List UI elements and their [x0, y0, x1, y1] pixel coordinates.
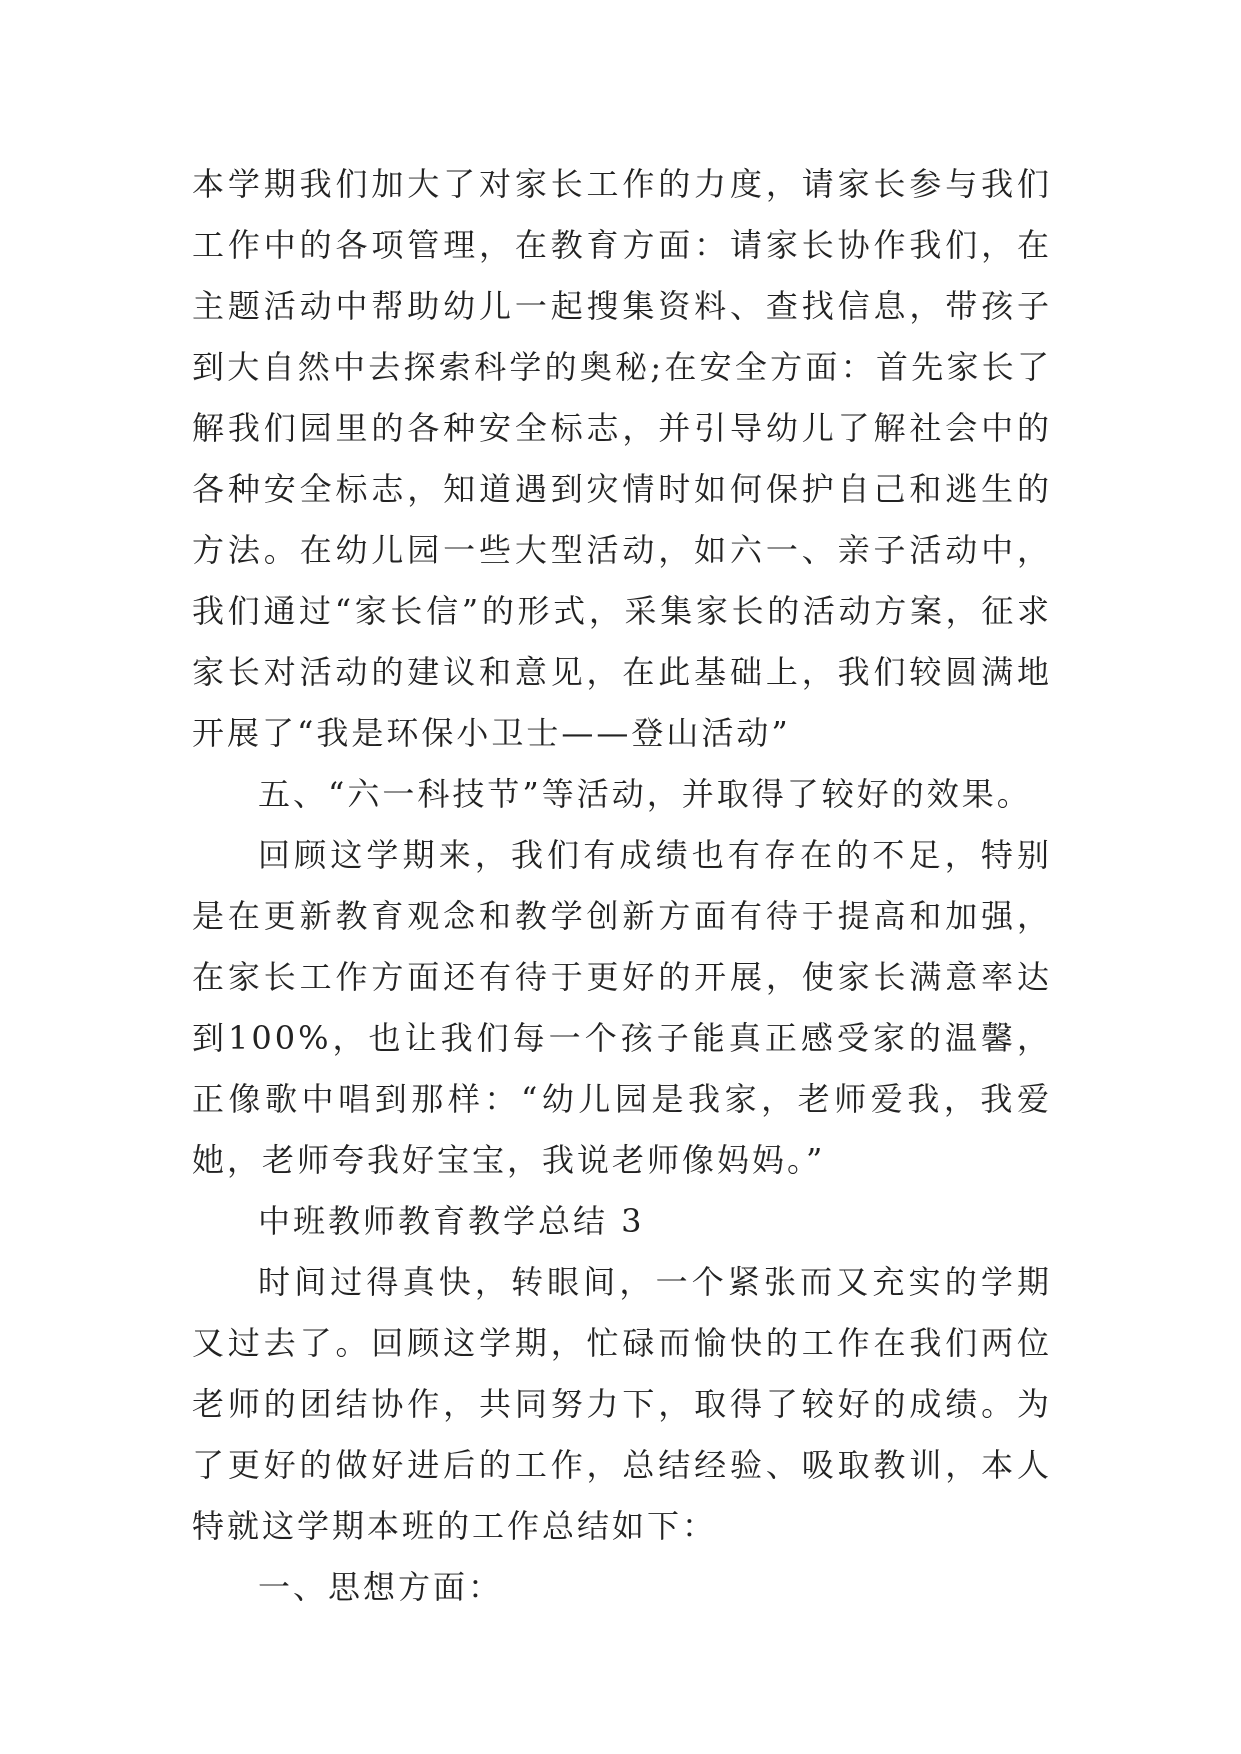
paragraph-parent-work: 本学期我们加大了对家长工作的力度，请家长参与我们工作中的各项管理，在教育方面：请家长协作我们，在主题活动中帮助幼儿一起搜集资料、查找信息，带孩子到大自然中去探索科学的奥秘;在安全方面：首先家长了解我们园里的各种安全标志，并引导幼儿了解社会中的各种安全标志，知道遇到灾情时如何保护自己和逃生的方法。在幼儿园一些大型活动，如六一、亲子活动中，我们通过“家长信”的形式，采集家长的活动方案，征求家长对活动的建议和意见，在此基础上，我们较圆满地开展了“我是环保小卫士——登山活动” [192, 165, 1052, 752]
paragraph-review: 回顾这学期来，我们有成绩也有存在的不足，特别是在更新教育观念和教学创新方面有待于提高和加强，在家长工作方面还有待于更好的开展，使家长满意率达到100%，也让我们每一个孩子能真正感受家的温馨，正像歌中唱到那样：“幼儿园是我家，老师爱我，我爱她，老师夸我好宝宝，我说老师像妈妈。” [192, 836, 1052, 1179]
document-body [192, 154, 1052, 1618]
section-heading-summary-3: 中班教师教育教学总结 3 [258, 1202, 645, 1240]
paragraph-section-five: 五、“六一科技节”等活动，并取得了较好的效果。 [258, 775, 1032, 813]
paragraph-intro: 时间过得真快，转眼间，一个紧张而又充实的学期又过去了。回顾这学期，忙碌而愉快的工作在我们两位老师的团结协作，共同努力下，取得了较好的成绩。为了更好的做好进后的工作，总结经验、吸取教训，本人特就这学期本班的工作总结如下： [192, 1263, 1052, 1545]
subheading-thought: 一、思想方面： [258, 1568, 504, 1606]
